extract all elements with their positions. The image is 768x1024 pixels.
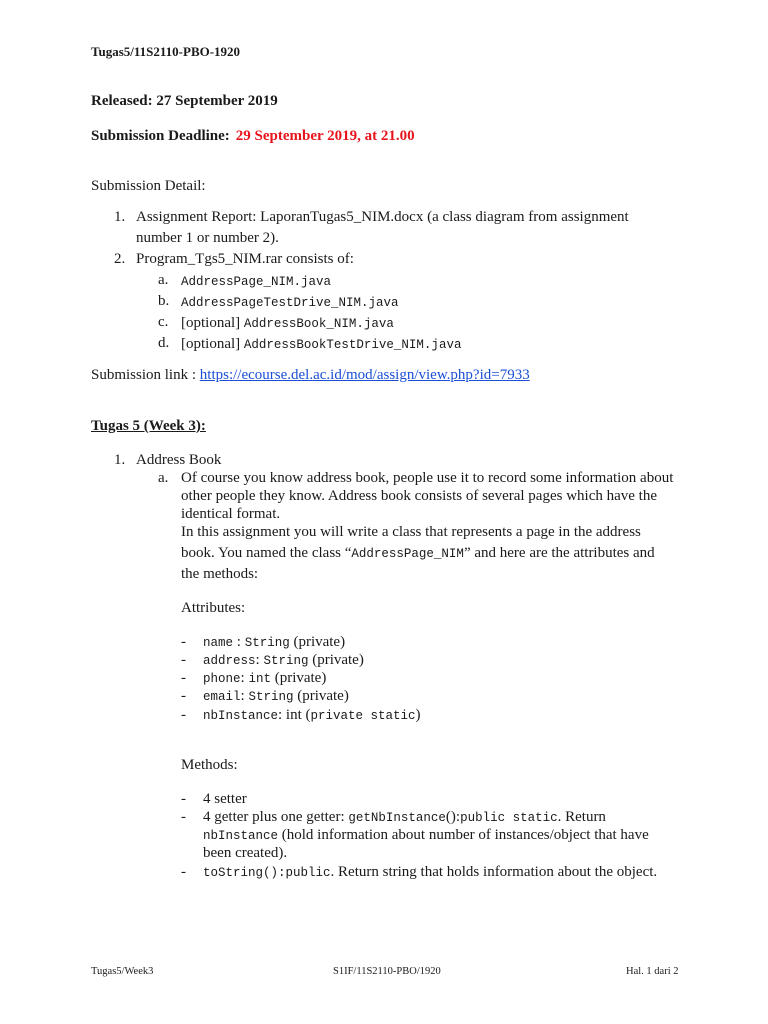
method-item-line: been created). [203,845,288,861]
list-number: 2. [114,251,126,267]
list-item-line: Program_Tgs5_NIM.rar consists of: [136,251,354,267]
dash-bullet: - [181,634,186,650]
dash-bullet: - [181,707,186,723]
method-item: 4 setter [203,791,247,807]
attributes-heading: Attributes: [181,600,246,616]
attribute-item: nbInstance: int (private static) [203,707,421,723]
attribute-item: email: String (private) [203,688,349,704]
footer-left: Tugas5/Week3 [91,966,154,977]
submission-link[interactable]: https://ecourse.del.ac.id/mod/assign/view.php?id=7933 [199,367,530,383]
sub-letter: a. [158,470,169,486]
paragraph-line: book. You named the class “AddressPage_NIM” and here are the attributes and [181,545,655,561]
file-item [181,272,331,290]
file-item [181,293,399,311]
method-item: 4 getter plus one getter: getNbInstance():public static. Return [203,809,606,825]
method-item-line: nbInstance (hold information about number of instances/object that have [203,827,649,843]
dash-bullet: - [181,864,186,880]
page-header: Tugas5/11S2110-PBO-1920 [91,44,241,59]
dash-bullet: - [181,809,186,825]
submission-heading: Submission Detail: [91,178,206,194]
attribute-item: name : String (private) [203,634,346,650]
list-item-line: Assignment Report: LaporanTugas5_NIM.docx (a class diagram from assignment [136,209,629,225]
dash-bullet: - [181,652,186,668]
class-name: AddressPage_NIM [351,547,464,561]
file-letter: a. [158,272,169,288]
file-name: AddressBook_NIM.java [243,317,394,331]
dash-bullet: - [181,791,186,807]
paragraph-line: identical format. [181,506,281,522]
file-name: AddressBookTestDrive_NIM.java [243,338,462,352]
list-number: 1. [114,452,126,468]
dash-bullet: - [181,670,186,686]
submission-link-label: Submission link : [91,367,200,383]
attribute-item: address: String (private) [203,652,364,668]
list-number: 1. [114,209,126,225]
dash-bullet: - [181,688,186,704]
submission-deadline [91,128,415,145]
method-item: toString():public. Return string that holds information about the object. [203,864,658,880]
file-name: AddressPageTestDrive_NIM.java [181,296,399,310]
paragraph-line: In this assignment you will write a class that represents a page in the address [181,524,641,540]
released-date: Released: 27 September 2019 [91,93,278,109]
deadline-value: 29 September 2019, at 21.00 [235,128,415,144]
deadline-label: Submission Deadline: [91,128,230,144]
task-title: Tugas 5 (Week 3): [91,418,206,434]
list-item-line: number 1 or number 2). [136,230,279,246]
paragraph-line: Of course you know address book, people use it to record some information about [181,470,674,486]
file-item: [optional] AddressBookTestDrive_NIM.java [181,336,462,352]
attribute-item: phone: int (private) [203,670,327,686]
paragraph-line: other people they know. Address book consists of several pages which have the [181,488,657,504]
file-letter: d. [158,335,170,351]
file-item: [optional] AddressBook_NIM.java [181,315,394,331]
footer-center: S1IF/11S2110-PBO/1920 [333,966,441,977]
file-name: AddressPage_NIM.java [181,275,332,289]
methods-heading: Methods: [181,757,238,773]
file-letter: b. [158,293,170,309]
footer-page-number: Hal. 1 dari 2 [626,966,679,977]
file-letter: c. [158,314,169,330]
submission-link-row [91,367,530,384]
paragraph-line: the methods: [181,566,259,582]
task-item-label: Address Book [136,452,222,468]
